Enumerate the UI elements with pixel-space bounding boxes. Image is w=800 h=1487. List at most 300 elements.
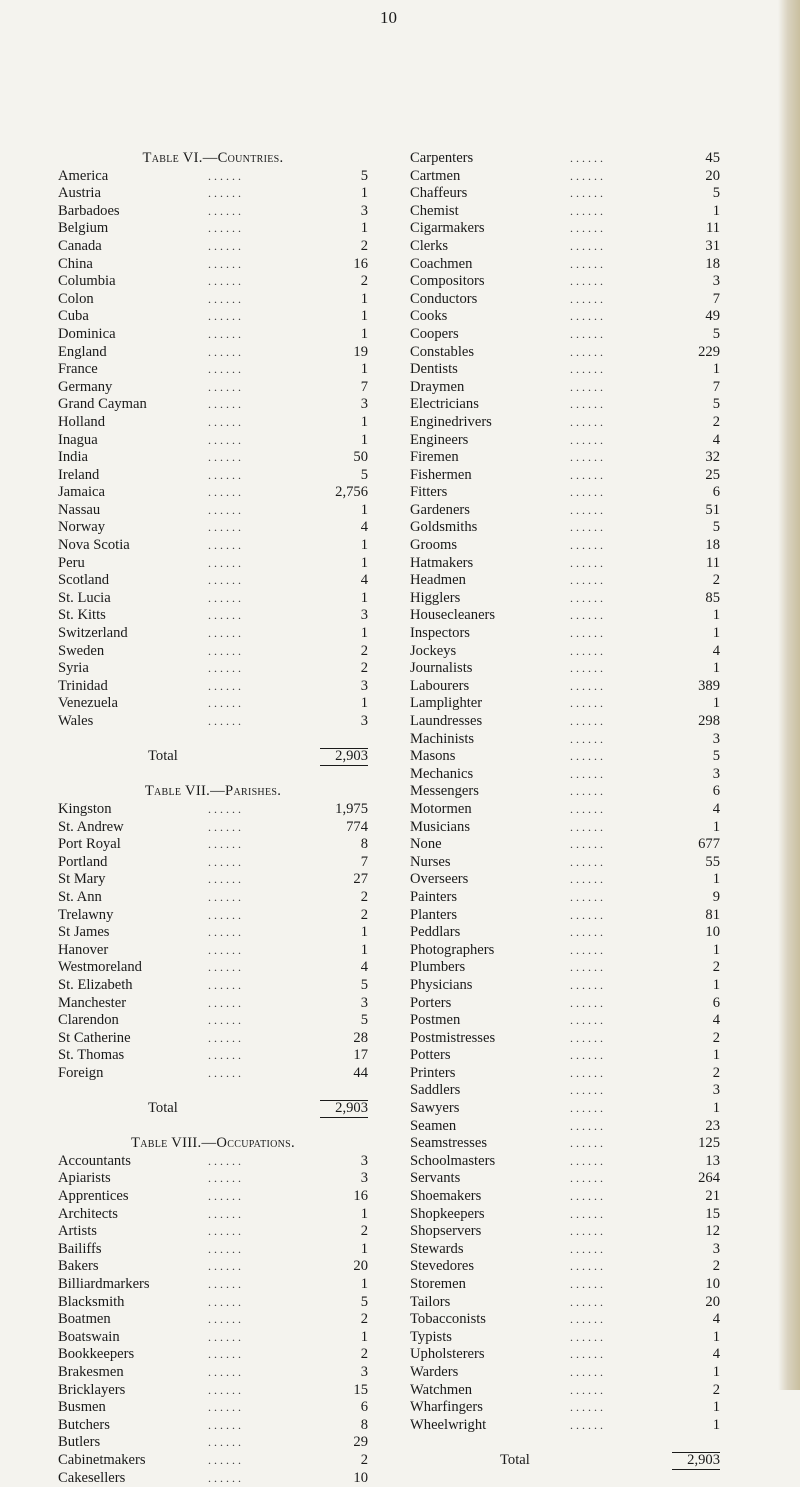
row-count: 774 xyxy=(346,818,368,835)
total-rule-top xyxy=(672,1452,720,1453)
row-count: 1 xyxy=(360,501,368,518)
row-count: 3 xyxy=(360,202,368,219)
row-label: Foreign xyxy=(58,1064,104,1081)
row-label: Cakesellers xyxy=(58,1469,126,1486)
table-row xyxy=(410,502,720,520)
row-count: 1 xyxy=(360,537,368,554)
row-count: 229 xyxy=(698,343,720,360)
dot-leader: . . . . . . xyxy=(208,203,241,218)
dot-leader: . . . . . . xyxy=(570,977,603,992)
row-label: Postmen xyxy=(410,1012,461,1029)
table-row xyxy=(410,185,720,203)
row-count: 1 xyxy=(712,660,720,677)
row-label: Physicians xyxy=(410,976,473,993)
table-row xyxy=(410,1012,720,1030)
dot-leader: . . . . . . xyxy=(570,186,603,201)
row-label: Peru xyxy=(58,554,85,571)
dot-leader: . . . . . . xyxy=(570,432,603,447)
table-row xyxy=(58,168,368,186)
dot-leader: . . . . . . xyxy=(208,872,241,887)
row-count: 10 xyxy=(705,924,720,941)
table-row xyxy=(58,1258,368,1276)
row-label: Wales xyxy=(58,713,94,729)
row-count: 5 xyxy=(360,167,368,184)
dot-leader: . . . . . . xyxy=(570,1030,603,1045)
dot-leader: . . . . . . xyxy=(208,450,241,465)
row-label: Architects xyxy=(58,1205,118,1222)
dot-leader: . . . . . . xyxy=(570,1224,603,1239)
dot-leader: . . . . . . xyxy=(208,1312,241,1327)
dot-leader: . . . . . . xyxy=(208,678,241,693)
row-count: 1 xyxy=(712,1363,720,1380)
row-count: 20 xyxy=(353,1258,368,1275)
dot-leader: . . . . . . xyxy=(208,309,241,324)
table-row xyxy=(410,924,720,942)
row-count: 44 xyxy=(353,1064,368,1081)
row-count: 1 xyxy=(360,185,368,202)
row-count: 3 xyxy=(360,396,368,413)
table-row xyxy=(58,484,368,502)
row-count: 1 xyxy=(712,871,720,888)
dot-leader: . . . . . . xyxy=(208,291,241,306)
dot-leader: . . . . . . xyxy=(208,995,241,1010)
row-count: 21 xyxy=(705,1188,720,1205)
table-row xyxy=(410,1135,720,1153)
dot-leader: . . . . . . xyxy=(570,661,603,676)
table-row xyxy=(410,519,720,537)
dot-leader: . . . . . . xyxy=(208,256,241,271)
row-count: 81 xyxy=(705,906,720,923)
row-label: Nurses xyxy=(410,853,451,870)
row-count: 16 xyxy=(353,1188,368,1205)
row-count: 4 xyxy=(712,800,720,817)
table-row xyxy=(410,801,720,819)
row-count: 2 xyxy=(712,572,720,589)
table-row xyxy=(58,625,368,643)
dot-leader: . . . . . . xyxy=(570,326,603,341)
table-row xyxy=(410,379,720,397)
row-count: 2 xyxy=(360,237,368,254)
table-row xyxy=(410,537,720,555)
row-label: Chemist xyxy=(410,202,459,219)
table-row xyxy=(410,238,720,256)
table-row xyxy=(410,607,720,625)
row-label: Billiardmarkers xyxy=(58,1276,150,1292)
row-count: 5 xyxy=(360,1012,368,1029)
row-count: 17 xyxy=(353,1047,368,1064)
dot-leader: . . . . . . xyxy=(208,520,241,535)
dot-leader: . . . . . . xyxy=(570,907,603,922)
dot-leader: . . . . . . xyxy=(570,485,603,500)
table-row xyxy=(410,1153,720,1171)
row-count: 5 xyxy=(712,748,720,765)
row-count: 85 xyxy=(705,589,720,606)
table-row xyxy=(410,995,720,1013)
dot-leader: . . . . . . xyxy=(570,467,603,482)
row-label: Potters xyxy=(410,1047,451,1064)
row-count: 10 xyxy=(353,1469,368,1486)
row-count: 389 xyxy=(698,677,720,694)
row-label: Columbia xyxy=(58,273,116,290)
dot-leader: . . . . . . xyxy=(570,749,603,764)
row-label: Laundresses xyxy=(410,713,483,729)
row-label: Firemen xyxy=(410,449,459,466)
table-row xyxy=(58,889,368,907)
row-count: 18 xyxy=(705,255,720,272)
table-row xyxy=(410,203,720,221)
row-count: 4 xyxy=(712,1012,720,1029)
row-label: Tobacconists xyxy=(410,1311,486,1328)
row-count: 1 xyxy=(712,607,720,624)
row-count: 2 xyxy=(360,1451,368,1468)
table-heading-title: —Parishes. xyxy=(210,783,282,800)
row-count: 1 xyxy=(360,308,368,325)
row-label: Venezuela xyxy=(58,695,118,712)
dot-leader: . . . . . . xyxy=(570,291,603,306)
table-heading-prefix: Table VII. xyxy=(144,783,211,800)
dot-leader: . . . . . . xyxy=(570,1013,603,1028)
row-count: 3 xyxy=(360,994,368,1011)
row-label: Accountants xyxy=(58,1152,131,1169)
row-count: 7 xyxy=(712,290,720,307)
row-count: 4 xyxy=(712,1346,720,1363)
row-count: 298 xyxy=(698,713,720,729)
table-row xyxy=(410,1065,720,1083)
row-label: Apiarists xyxy=(58,1170,111,1187)
row-count: 1 xyxy=(360,1240,368,1257)
row-label: Nova Scotia xyxy=(58,537,130,554)
table-heading-title: —Occupations. xyxy=(201,1135,295,1152)
row-label: Portland xyxy=(58,853,108,870)
row-label: Jockeys xyxy=(410,642,457,659)
table-row xyxy=(58,590,368,608)
table-row xyxy=(410,1329,720,1347)
total-label: Total xyxy=(500,1451,530,1468)
row-count: 2 xyxy=(360,273,368,290)
dot-leader: . . . . . . xyxy=(208,608,241,623)
dot-leader: . . . . . . xyxy=(208,1013,241,1028)
dot-leader: . . . . . . xyxy=(570,309,603,324)
row-count: 23 xyxy=(705,1117,720,1134)
dot-leader: . . . . . . xyxy=(570,1241,603,1256)
spacer-row xyxy=(410,1434,720,1452)
dot-leader: . . . . . . xyxy=(570,714,603,728)
row-count: 1 xyxy=(360,290,368,307)
row-label: Schoolmasters xyxy=(410,1152,496,1169)
table-row xyxy=(58,907,368,925)
row-count: 6 xyxy=(360,1399,368,1416)
row-count: 5 xyxy=(712,519,720,536)
table-row xyxy=(58,924,368,942)
row-label: Warders xyxy=(410,1363,459,1380)
row-count: 1 xyxy=(360,361,368,378)
dot-leader: . . . . . . xyxy=(208,714,241,728)
row-label: Holland xyxy=(58,413,106,430)
total-label: Total xyxy=(148,748,178,765)
table-row xyxy=(58,977,368,995)
row-count: 1 xyxy=(360,325,368,342)
row-count: 1 xyxy=(360,1205,368,1222)
row-label: France xyxy=(58,361,98,378)
table-row xyxy=(410,449,720,467)
dot-leader: . . . . . . xyxy=(570,151,603,165)
dot-leader: . . . . . . xyxy=(208,238,241,253)
row-label: Grand Cayman xyxy=(58,396,147,413)
row-count: 1 xyxy=(712,1399,720,1416)
row-count: 677 xyxy=(698,836,720,853)
table-row xyxy=(410,467,720,485)
table-row xyxy=(58,1153,368,1171)
row-label: India xyxy=(58,449,88,466)
row-count: 1 xyxy=(360,695,368,712)
row-count: 1 xyxy=(360,431,368,448)
row-count: 1 xyxy=(360,625,368,642)
row-count: 11 xyxy=(705,220,720,237)
row-count: 3 xyxy=(360,607,368,624)
row-label: Conductors xyxy=(410,290,478,307)
table-row xyxy=(410,1399,720,1417)
row-count: 20 xyxy=(705,1293,720,1310)
dot-leader: . . . . . . xyxy=(208,1277,241,1291)
row-count: 4 xyxy=(360,519,368,536)
row-label: Wharfingers xyxy=(410,1399,483,1416)
dot-leader: . . . . . . xyxy=(208,1153,241,1168)
dot-leader: . . . . . . xyxy=(208,186,241,201)
dot-leader: . . . . . . xyxy=(208,1259,241,1274)
dot-leader: . . . . . . xyxy=(570,256,603,271)
row-label: Printers xyxy=(410,1064,456,1081)
row-count: 3 xyxy=(360,1170,368,1187)
row-label: Bookkeepers xyxy=(58,1346,135,1363)
row-count: 1 xyxy=(360,941,368,958)
row-count: 1 xyxy=(712,202,720,219)
dot-leader: . . . . . . xyxy=(570,538,603,553)
row-label: Sawyers xyxy=(410,1100,460,1117)
row-label: Colon xyxy=(58,290,94,307)
table-row xyxy=(410,168,720,186)
row-label: Electricians xyxy=(410,396,479,413)
table-row xyxy=(410,643,720,661)
row-label: Port Royal xyxy=(58,836,121,853)
row-label: St James xyxy=(58,924,110,941)
row-label: Nassau xyxy=(58,501,101,518)
row-label: Cigarmakers xyxy=(410,220,485,237)
table-row xyxy=(58,361,368,379)
table-row xyxy=(58,1065,368,1083)
dot-leader: . . . . . . xyxy=(570,995,603,1010)
table-row xyxy=(58,1223,368,1241)
row-label: Porters xyxy=(410,994,452,1011)
total-row xyxy=(58,748,368,766)
row-label: Clerks xyxy=(410,237,449,254)
table-row xyxy=(58,1030,368,1048)
dot-leader: . . . . . . xyxy=(208,696,241,711)
table-row xyxy=(58,1382,368,1400)
row-count: 2 xyxy=(712,1064,720,1081)
table-row xyxy=(410,889,720,907)
table-row xyxy=(58,1170,368,1188)
row-label: Hanover xyxy=(58,941,109,958)
row-count: 1 xyxy=(360,1276,368,1292)
table-row xyxy=(410,678,720,696)
row-label: Barbadoes xyxy=(58,202,120,219)
row-count: 2 xyxy=(360,1311,368,1328)
table-row xyxy=(58,1294,368,1312)
table-row xyxy=(410,942,720,960)
table-row xyxy=(58,379,368,397)
row-count: 28 xyxy=(353,1029,368,1046)
total-rule-top xyxy=(320,1100,368,1101)
row-count: 4 xyxy=(712,1311,720,1328)
dot-leader: . . . . . . xyxy=(570,1101,603,1116)
dot-leader: . . . . . . xyxy=(208,977,241,992)
spacer-row xyxy=(58,1082,368,1100)
dot-leader: . . . . . . xyxy=(570,450,603,465)
row-count: 2 xyxy=(360,1223,368,1240)
row-label: St. Elizabeth xyxy=(58,976,133,993)
row-count: 5 xyxy=(712,396,720,413)
row-label: Austria xyxy=(58,185,101,202)
table-row xyxy=(410,1364,720,1382)
table-row xyxy=(58,801,368,819)
table-row xyxy=(410,1276,720,1294)
dot-leader: . . . . . . xyxy=(208,1224,241,1239)
table-heading-prefix: Table VIII. xyxy=(131,1135,202,1152)
table-row xyxy=(58,959,368,977)
table-row xyxy=(410,1294,720,1312)
row-label: St Catherine xyxy=(58,1029,131,1046)
total-value: 2,903 xyxy=(687,1451,720,1468)
table-row xyxy=(410,291,720,309)
row-count: 32 xyxy=(705,449,720,466)
total-row xyxy=(58,1100,368,1118)
row-label: Trinidad xyxy=(58,677,108,694)
dot-leader: . . . . . . xyxy=(570,502,603,517)
dot-leader: . . . . . . xyxy=(208,854,241,869)
dot-leader: . . . . . . xyxy=(570,608,603,623)
row-label: Inspectors xyxy=(410,625,470,642)
table-row xyxy=(58,537,368,555)
row-count: 2 xyxy=(360,1346,368,1363)
total-value: 2,903 xyxy=(335,1100,368,1117)
table-row xyxy=(410,871,720,889)
table-row xyxy=(410,590,720,608)
row-label: St. Kitts xyxy=(58,607,106,624)
dot-leader: . . . . . . xyxy=(570,925,603,940)
table-vi-heading xyxy=(58,150,368,168)
row-label: Shopservers xyxy=(410,1223,482,1240)
row-count: 264 xyxy=(698,1170,720,1187)
row-label: Fitters xyxy=(410,484,448,501)
row-label: Busmen xyxy=(58,1399,106,1416)
row-count: 5 xyxy=(712,185,720,202)
row-count: 13 xyxy=(705,1152,720,1169)
dot-leader: . . . . . . xyxy=(570,837,603,852)
row-count: 15 xyxy=(353,1381,368,1398)
row-count: 3 xyxy=(712,273,720,290)
dot-leader: . . . . . . xyxy=(208,432,241,447)
row-label: Artists xyxy=(58,1223,97,1240)
table-row xyxy=(410,273,720,291)
row-label: St. Andrew xyxy=(58,818,124,835)
row-label: Boatmen xyxy=(58,1311,111,1328)
row-label: Cuba xyxy=(58,308,89,325)
row-count: 20 xyxy=(705,167,720,184)
row-label: Gardeners xyxy=(410,501,470,518)
dot-leader: . . . . . . xyxy=(208,1171,241,1186)
dot-leader: . . . . . . xyxy=(570,397,603,412)
row-count: 1 xyxy=(712,976,720,993)
row-label: St Mary xyxy=(58,871,106,888)
table-row xyxy=(410,555,720,573)
table-row xyxy=(410,766,720,784)
table-row xyxy=(410,977,720,995)
row-count: 1 xyxy=(360,589,368,606)
row-label: Planters xyxy=(410,906,458,923)
dot-leader: . . . . . . xyxy=(208,485,241,500)
table-row xyxy=(410,660,720,678)
table-row xyxy=(410,256,720,274)
row-label: Lamplighter xyxy=(410,695,483,712)
row-count: 2 xyxy=(360,660,368,677)
table-row xyxy=(58,467,368,485)
row-count: 4 xyxy=(712,642,720,659)
dot-leader: . . . . . . xyxy=(208,379,241,394)
table-row xyxy=(410,1382,720,1400)
dot-leader: . . . . . . xyxy=(208,555,241,570)
dot-leader: . . . . . . xyxy=(570,573,603,588)
table-row xyxy=(58,1188,368,1206)
row-label: Tailors xyxy=(410,1293,451,1310)
row-label: Seamstresses xyxy=(410,1135,488,1152)
table-row xyxy=(58,660,368,678)
table-row xyxy=(58,678,368,696)
dot-leader: . . . . . . xyxy=(208,1364,241,1379)
row-count: 1 xyxy=(712,1328,720,1345)
dot-leader: . . . . . . xyxy=(208,1206,241,1221)
row-count: 25 xyxy=(705,466,720,483)
row-label: Musicians xyxy=(410,818,470,835)
row-count: 3 xyxy=(712,1082,720,1099)
dot-leader: . . . . . . xyxy=(208,1329,241,1344)
table-row xyxy=(410,361,720,379)
row-label: St. Thomas xyxy=(58,1047,125,1064)
row-count: 2,756 xyxy=(335,484,368,501)
dot-leader: . . . . . . xyxy=(570,274,603,289)
table-row xyxy=(410,396,720,414)
table-row xyxy=(58,1346,368,1364)
row-label: St. Lucia xyxy=(58,589,111,606)
dot-leader: . . . . . . xyxy=(570,168,603,183)
table-row xyxy=(58,203,368,221)
row-label: Boatswain xyxy=(58,1328,120,1345)
row-label: Motormen xyxy=(410,800,472,817)
dot-leader: . . . . . . xyxy=(208,221,241,236)
dot-leader: . . . . . . xyxy=(208,326,241,341)
row-count: 6 xyxy=(712,783,720,800)
row-label: Trelawny xyxy=(58,906,114,923)
row-label: Cartmen xyxy=(410,167,461,184)
total-rule-top xyxy=(320,748,368,749)
dot-leader: . . . . . . xyxy=(208,362,241,377)
row-count: 3 xyxy=(360,1363,368,1380)
table-row xyxy=(410,1241,720,1259)
table-row xyxy=(58,995,368,1013)
row-label: Blacksmith xyxy=(58,1293,125,1310)
dot-leader: . . . . . . xyxy=(570,1206,603,1221)
dot-leader: . . . . . . xyxy=(570,1065,603,1080)
table-row xyxy=(58,502,368,520)
